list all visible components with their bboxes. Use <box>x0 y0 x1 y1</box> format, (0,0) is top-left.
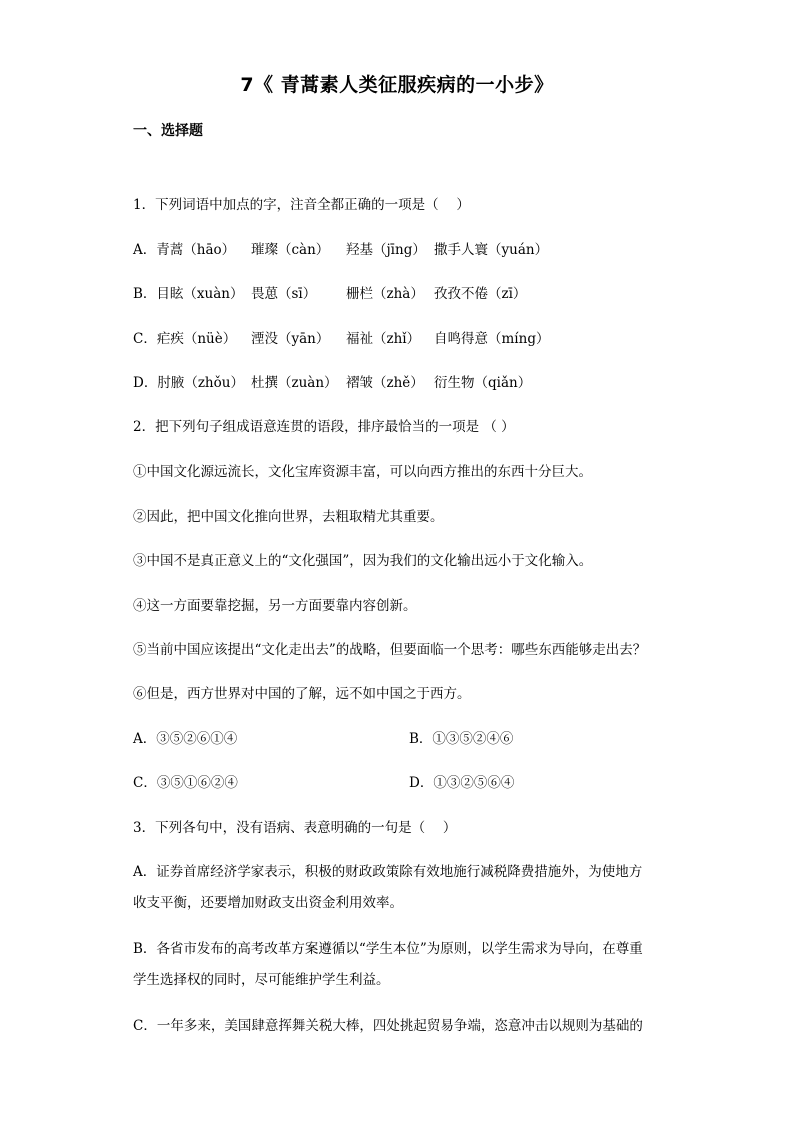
q2-sentence-2: ②因此，把中国文化推向世界，去粗取精尤其重要。 <box>133 509 444 525</box>
page-title: 7《 青蒿素人类征服疾病的一小步》 <box>240 74 554 96</box>
q2-option-a: A．③⑤②⑥①④ <box>133 731 238 747</box>
q1-option-d: D．肘腋（zhǒu） 杜撰（zuàn） 褶皱（zhě） 衍生物（qiǎn） <box>133 375 532 391</box>
q3-option-a-line2: 收支平衡，还要增加财政支出资金利用效率。 <box>133 895 403 911</box>
section-heading: 一、选择题 <box>133 123 203 139</box>
q2-sentence-1: ①中国文化源远流长，文化宝库资源丰富，可以向西方推出的东西十分巨大。 <box>133 464 592 480</box>
q2-sentence-6: ⑥但是，西方世界对中国的了解，远不如中国之于西方。 <box>133 686 471 702</box>
q2-option-d: D．①③②⑤⑥④ <box>409 775 515 791</box>
q2-options-row-1 <box>133 729 663 749</box>
q3-option-a-line1: A．证券首席经济学家表示，积极的财政政策除有效地施行减税降费措施外，为使地方 <box>133 864 643 880</box>
q2-stem: 2．把下列句子组成语意连贯的语段，排序最恰当的一项是 （ ） <box>133 419 515 435</box>
q1-option-a: A．青蒿（hāo） 璀璨（càn） 羟基（jīng） 撒手人寰（yuán） <box>133 242 549 258</box>
q3-option-c-line1: C．一年多来，美国肆意挥舞关税大棒，四处挑起贸易争端，恣意冲击以规则为基础的 <box>133 1018 643 1034</box>
q1-option-c: C．疟疾（nüè） 湮没（yān） 福祉（zhǐ） 自鸣得意（míng） <box>133 331 550 347</box>
q2-sentence-5: ⑤当前中国应该提出“文化走出去”的战略，但要面临一个思考：哪些东西能够走出去？ <box>133 642 647 658</box>
q1-stem: 1．下列词语中加点的字，注音全都正确的一项是（ ） <box>133 197 470 213</box>
q1-option-b: B．目眩（xuàn） 畏葸（sī） 栅栏（zhà） 孜孜不倦（zī） <box>133 286 527 302</box>
q3-stem: 3．下列各句中，没有语病、表意明确的一句是（ ） <box>133 820 457 836</box>
q2-option-c: C．③⑤①⑥②④ <box>133 775 238 791</box>
q2-option-b: B．①③⑤②④⑥ <box>409 731 514 747</box>
q3-option-b-line2: 学生选择权的同时，尽可能维护学生利益。 <box>133 972 390 988</box>
q2-options-row-2 <box>133 773 663 793</box>
q2-sentence-4: ④这一方面要靠挖掘，另一方面要靠内容创新。 <box>133 598 417 614</box>
q2-sentence-3: ③中国不是真正意义上的“文化强国”，因为我们的文化输出远小于文化输入。 <box>133 553 593 569</box>
q3-option-b-line1: B．各省市发布的高考改革方案遵循以“学生本位”为原则，以学生需求为导向，在尊重 <box>133 941 643 957</box>
